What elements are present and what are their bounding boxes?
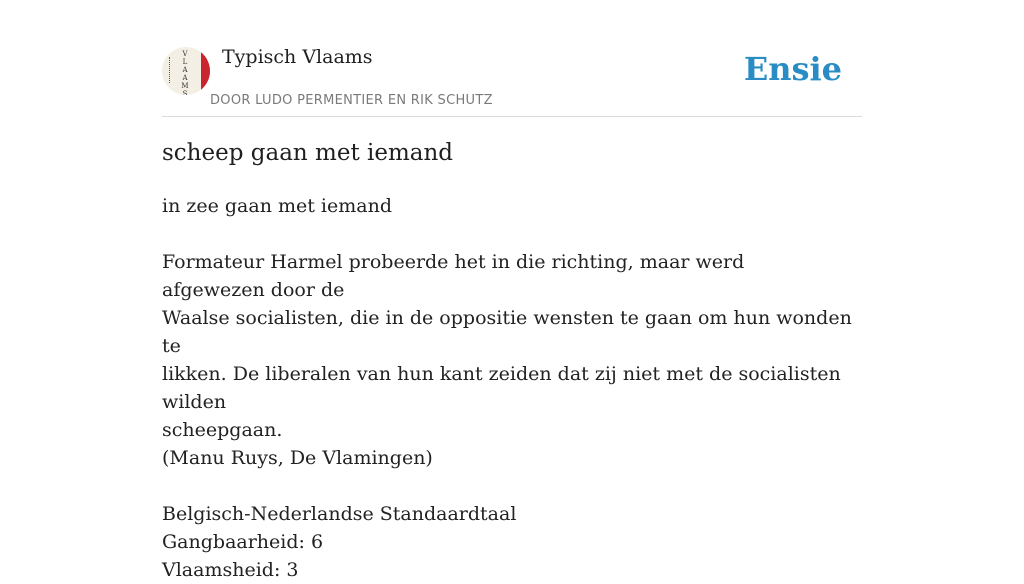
quote-citation: (Manu Ruys, De Vlamingen) (162, 447, 433, 469)
avatar-decoration (169, 57, 174, 83)
source-avatar[interactable] (162, 47, 210, 95)
page-header (162, 40, 862, 117)
meta-vlaamsheid: Vlaamsheid: 3 (162, 559, 299, 581)
avatar-red-bar (201, 47, 210, 95)
spacer (162, 220, 852, 248)
ensie-logo[interactable]: Ensie (743, 50, 842, 88)
quote-line: Formateur Harmel probeerde het in die richting, maar werd afgewezen door de (162, 251, 745, 301)
quote-line: likken. De liberalen van hun kant zeiden dat zij niet met de socialisten wilden (162, 363, 841, 413)
entry-definition: in zee gaan met iemand (162, 195, 392, 217)
avatar-letters: V L A A M S (181, 50, 189, 95)
entry-content (162, 192, 852, 584)
quote-line: scheepgaan. (162, 419, 283, 441)
source-authors: DOOR LUDO PERMENTIER EN RIK SCHUTZ (210, 93, 493, 108)
meta-gangbaarheid: Gangbaarheid: 6 (162, 531, 324, 553)
entry-term: scheep gaan met iemand (162, 140, 454, 166)
meta-language: Belgisch-Nederlandse Standaardtaal (162, 503, 517, 525)
spacer (162, 472, 852, 500)
source-title[interactable]: Typisch Vlaams (222, 46, 373, 68)
quote-line: Waalse socialisten, die in de oppositie wensten te gaan om hun wonden te (162, 307, 852, 357)
